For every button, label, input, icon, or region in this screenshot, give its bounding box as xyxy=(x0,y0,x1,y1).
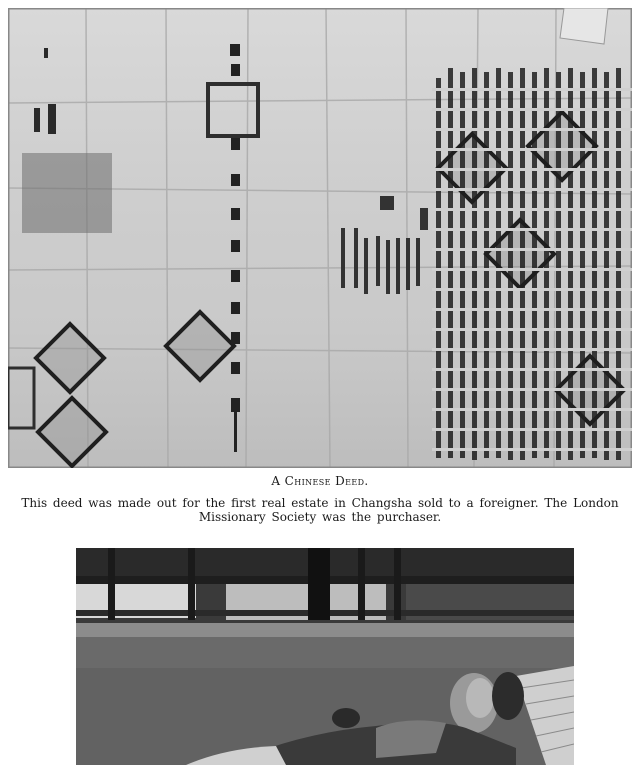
caption-title xyxy=(0,474,640,488)
street-image xyxy=(76,548,574,765)
street-photograph xyxy=(76,548,574,765)
deed-image xyxy=(8,8,632,468)
caption-title-text: A Chinese Deed. xyxy=(271,474,369,488)
deed-photograph xyxy=(8,8,632,468)
caption-description: This deed was made out for the first real estate in Changsha sold to a foreigner. The London Missionary Society was the purchaser. xyxy=(21,496,619,524)
